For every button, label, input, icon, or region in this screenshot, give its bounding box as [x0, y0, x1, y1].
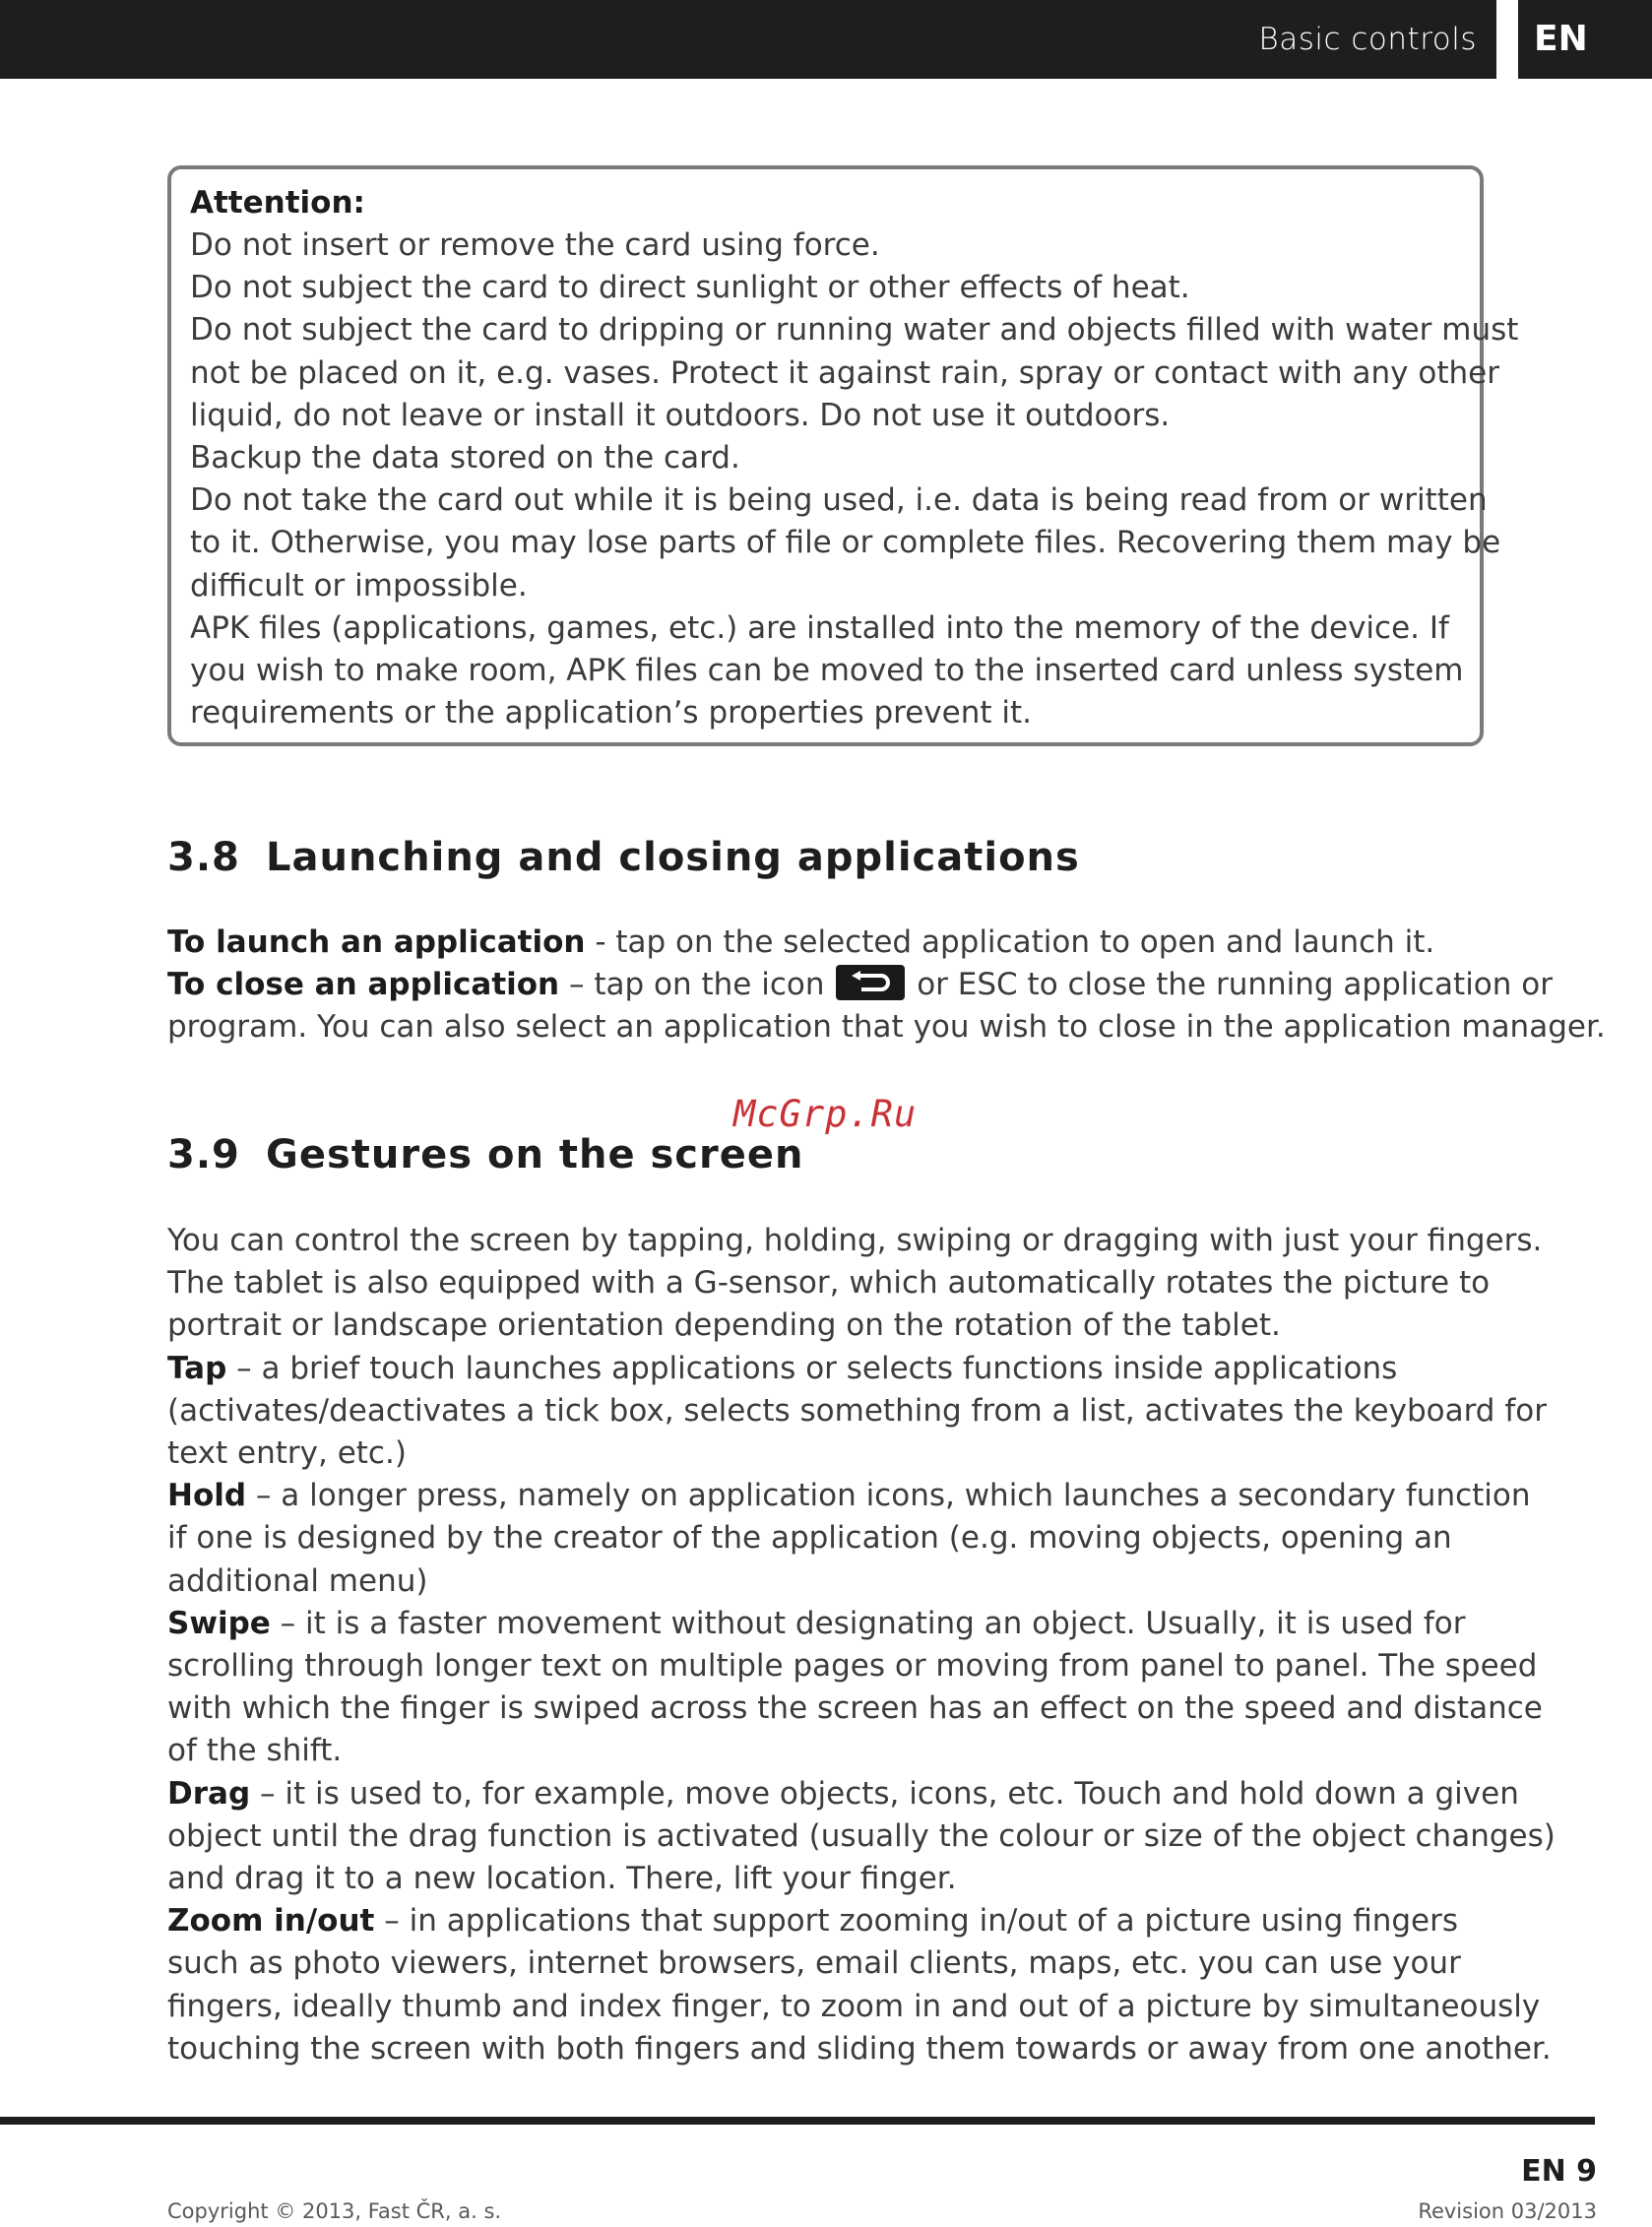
watermark: McGrp.Ru — [733, 1093, 918, 1135]
tap-text: – a brief touch launches applications or selects functions inside applications — [226, 1350, 1398, 1386]
section-heading-3-9 — [167, 1132, 803, 1177]
launch-label: To launch an application — [167, 924, 586, 960]
zoom-paragraph — [167, 1900, 1556, 1942]
attention-line: Backup the data stored on the card. — [190, 440, 740, 477]
attention-line: difficult or impossible. — [190, 567, 528, 604]
zoom-line: such as photo viewers, internet browsers, email clients, maps, etc. you can use your — [167, 1945, 1461, 1982]
close-paragraph — [167, 964, 1606, 1006]
swipe-line: with which the finger is swiped across the screen has an effect on the speed and distance — [167, 1690, 1543, 1727]
attention-line: Do not take the card out while it is being used, i.e. data is being read from or written — [190, 482, 1488, 519]
swipe-line: of the shift. — [167, 1733, 343, 1769]
section-heading-3-8 — [167, 835, 1080, 880]
zoom-line: touching the screen with both fingers and sliding them towards or away from one another. — [167, 2030, 1552, 2067]
swipe-text: – it is a faster movement without designating an object. Usually, it is used for — [270, 1605, 1466, 1641]
swipe-line: scrolling through longer text on multiple pages or moving from panel to panel. The speed — [167, 1648, 1538, 1685]
zoom-text: – in applications that support zooming in/out of a picture using fingers — [374, 1903, 1459, 1940]
zoom-label: Zoom in/out — [167, 1903, 375, 1940]
drag-text: – it is used to, for example, move objects, icons, etc. Touch and hold down a given — [250, 1775, 1519, 1812]
tap-line: (activates/deactivates a tick box, selects something from a list, activates the keyboard for — [167, 1392, 1547, 1429]
section-3-9-body — [167, 1220, 1556, 2070]
attention-line: not be placed on it, e.g. vases. Protect it against rain, spray or contact with any other — [190, 354, 1499, 391]
hold-paragraph — [167, 1475, 1556, 1517]
copyright-text: Copyright © 2013, Fast ČR, a. s. — [167, 2199, 502, 2223]
swipe-label: Swipe — [167, 1605, 271, 1641]
tap-label: Tap — [167, 1350, 227, 1386]
attention-line: Do not subject the card to direct sunlight or other effects of heat. — [190, 270, 1190, 306]
zoom-line: fingers, ideally thumb and index finger, to zoom in and out of a picture by simultaneously — [167, 1988, 1541, 2024]
header-bar — [0, 0, 1496, 79]
section-number: 3.8 — [167, 835, 240, 880]
intro-line: portrait or landscape orientation depending on the rotation of the tablet. — [167, 1307, 1281, 1344]
drag-line: and drag it to a new location. There, lift your finger. — [167, 1861, 957, 1897]
close-text-b: or ESC to close the running application or — [907, 967, 1553, 1003]
attention-box — [167, 165, 1519, 746]
section-number: 3.9 — [167, 1132, 240, 1177]
intro-line: You can control the screen by tapping, holding, swiping or dragging with just your fingers. — [167, 1223, 1543, 1258]
drag-label: Drag — [167, 1775, 251, 1812]
close-label: To close an application — [167, 967, 560, 1003]
attention-line: liquid, do not leave or install it outdoors. Do not use it outdoors. — [190, 397, 1171, 433]
intro-line: The tablet is also equipped with a G-sensor, which automatically rotates the picture to — [167, 1265, 1491, 1302]
attention-line: Do not subject the card to dripping or running water and objects filled with water must — [190, 312, 1519, 349]
attention-line: requirements or the application’s properties prevent it. — [190, 695, 1032, 732]
attention-title: Attention: — [190, 185, 365, 221]
section-title: Launching and closing applications — [266, 835, 1080, 880]
tap-paragraph — [167, 1348, 1556, 1390]
close-text-a: – tap on the icon — [559, 967, 835, 1003]
attention-line: APK files (applications, games, etc.) are installed into the memory of the device. If — [190, 609, 1449, 646]
close-paragraph-line-2: program. You can also select an application that you wish to close in the application manager. — [167, 1009, 1606, 1046]
drag-line: object until the drag function is activated (usually the colour or size of the object changes) — [167, 1817, 1556, 1854]
attention-line: you wish to make room, APK files can be moved to the inserted card unless system — [190, 653, 1464, 689]
footer-rule — [0, 2117, 1595, 2125]
attention-line: to it. Otherwise, you may lose parts of file or complete files. Recovering them may be — [190, 525, 1501, 561]
revision-text: Revision 03/2013 — [1418, 2199, 1597, 2223]
page-number: EN 9 — [1521, 2154, 1597, 2189]
drag-paragraph — [167, 1773, 1556, 1815]
back-arrow-icon — [836, 965, 905, 1000]
launch-text: - tap on the selected application to open and launch it. — [585, 924, 1435, 960]
hold-line: if one is designed by the creator of the application (e.g. moving objects, opening an — [167, 1520, 1452, 1557]
swipe-paragraph — [167, 1603, 1556, 1645]
hold-text: – a longer press, namely on application icons, which launches a secondary function — [246, 1478, 1531, 1514]
header-section-title: Basic controls — [1258, 22, 1477, 57]
launch-paragraph — [167, 922, 1606, 964]
language-tab: EN — [1518, 0, 1652, 79]
tap-line: text entry, etc.) — [167, 1435, 407, 1472]
attention-line: Do not insert or remove the card using force. — [190, 227, 880, 263]
section-3-8-body — [167, 922, 1606, 1050]
section-title: Gestures on the screen — [266, 1132, 804, 1177]
hold-line: additional menu) — [167, 1562, 428, 1599]
hold-label: Hold — [167, 1478, 247, 1514]
